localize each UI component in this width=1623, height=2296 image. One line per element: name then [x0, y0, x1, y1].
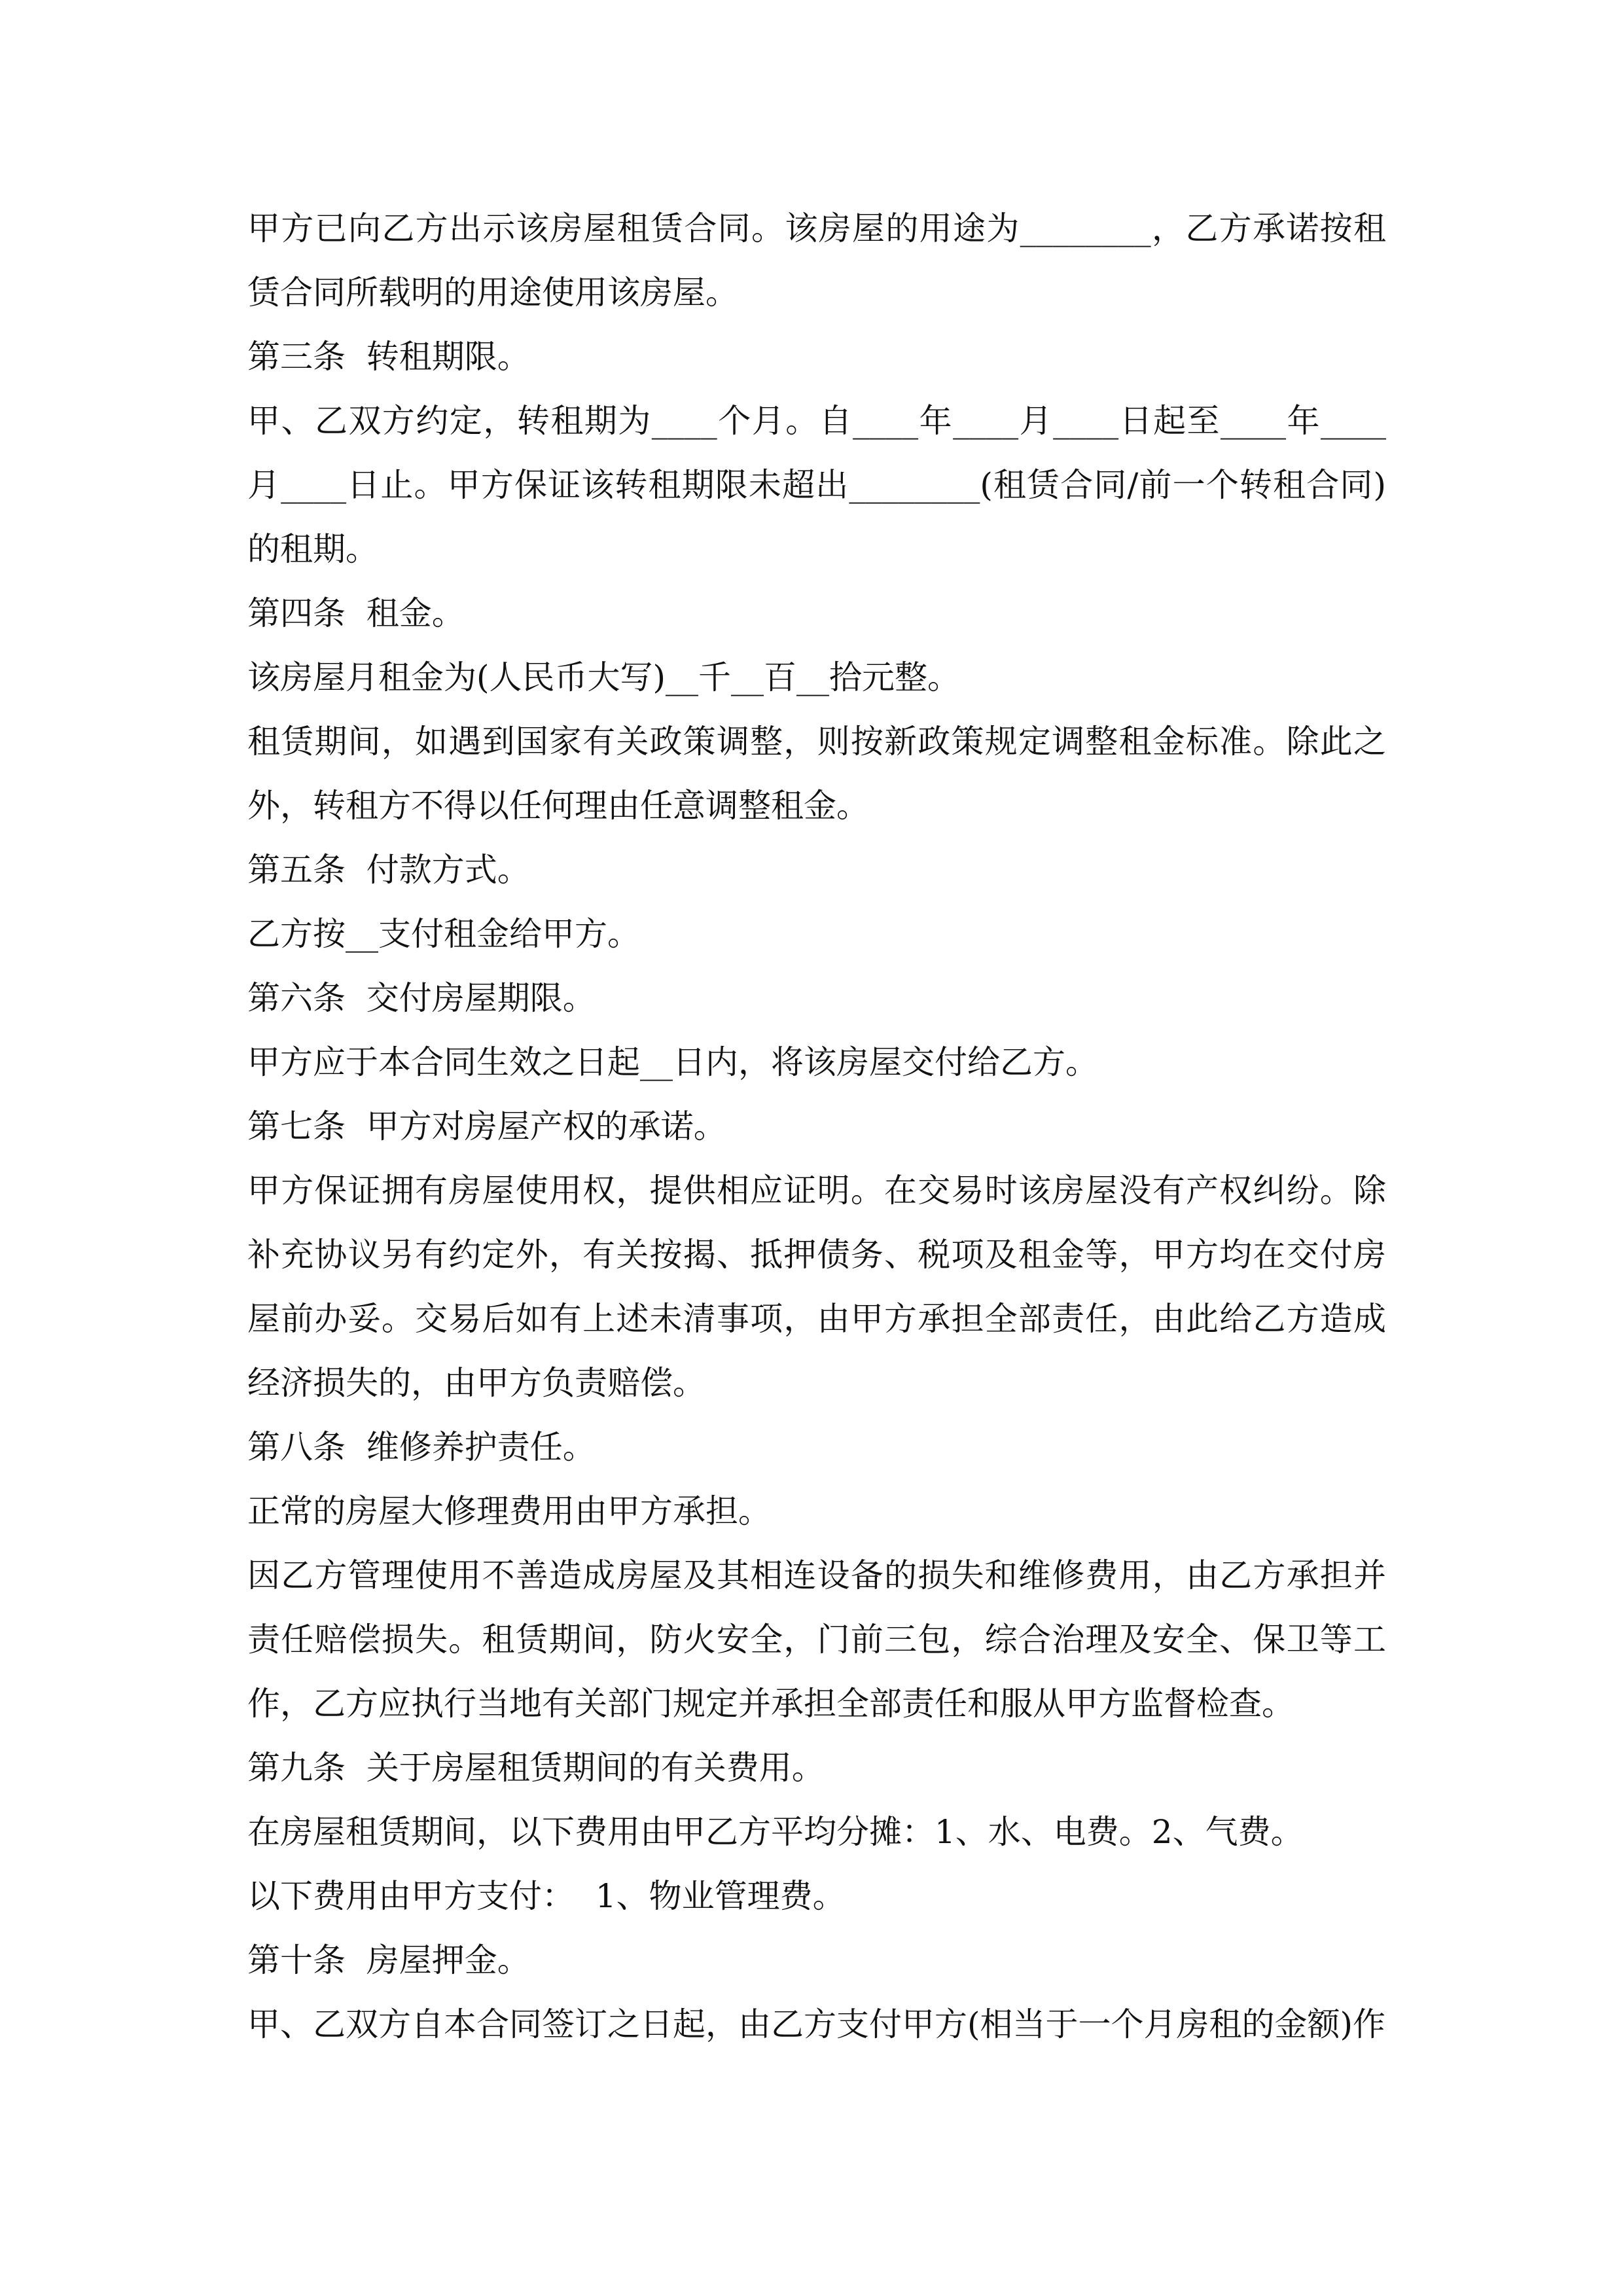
paragraph-property-rights: 甲方保证拥有房屋使用权，提供相应证明。在交易时该房屋没有产权纠纷。除补充协议另有约定外，有关按揭、抵押债务、税项及租金等，甲方均在交付房屋前办妥。交易后如有上述未清事项，由甲方承担全部责任，由此给乙方造成经济损失的，由甲方负责赔偿。 — [247, 1172, 1386, 1402]
paragraph-major-repairs: 正常的房屋大修理费用由甲方承担。 — [247, 1492, 771, 1530]
heading-article-3: 第三条 转租期限。 — [247, 338, 530, 376]
paragraph-maintenance-liability: 因乙方管理使用不善造成房屋及其相连设备的损失和维修费用，由乙方承担并责任赔偿损失。租赁期间，防火安全，门前三包，综合治理及安全、保卫等工作，乙方应执行当地有关部门规定并承担全部责任和服从甲方监督检查。 — [247, 1556, 1386, 1723]
paragraph-sublease-term: 甲、乙双方约定，转租期为____个月。自____年____月____日起至____年____月____日止。甲方保证该转租期限未超出________(租赁合同/前一个转租合同)的租期。 — [247, 402, 1386, 568]
paragraph-deposit: 甲、乙双方自本合同签订之日起，由乙方支付甲方(相当于一个月房租的金额)作 — [247, 2005, 1386, 2043]
heading-article-10: 第十条 房屋押金。 — [247, 1941, 530, 1979]
paragraph-rent-adjustment: 租赁期间，如遇到国家有关政策调整，则按新政策规定调整租金标准。除此之外，转租方不得以任何理由任意调整租金。 — [247, 723, 1386, 825]
paragraph-delivery: 甲方应于本合同生效之日起__日内，将该房屋交付给乙方。 — [247, 1043, 1098, 1081]
paragraph-party-a-fees: 以下费用由甲方支付： 1、物业管理费。 — [247, 1877, 846, 1915]
heading-article-7: 第七条 甲方对房屋产权的承诺。 — [247, 1107, 726, 1145]
paragraph-payment: 乙方按__支付租金给甲方。 — [247, 915, 640, 953]
paragraph-monthly-rent: 该房屋月租金为(人民币大写)__千__百__拾元整。 — [247, 658, 961, 696]
paragraph-shared-fees: 在房屋租赁期间，以下费用由甲乙方平均分摊：1、水、电费。2、气费。 — [247, 1813, 1304, 1851]
heading-article-9: 第九条 关于房屋租赁期间的有关费用。 — [247, 1749, 825, 1787]
heading-article-8: 第八条 维修养护责任。 — [247, 1428, 596, 1466]
paragraph-purpose: 甲方已向乙方出示该房屋租赁合同。该房屋的用途为________，乙方承诺按租赁合同所载明的用途使用该房屋。 — [247, 209, 1386, 312]
contract-body — [247, 196, 1386, 2056]
heading-article-4: 第四条 租金。 — [247, 594, 465, 632]
heading-article-5: 第五条 付款方式。 — [247, 851, 530, 889]
heading-article-6: 第六条 交付房屋期限。 — [247, 979, 596, 1017]
